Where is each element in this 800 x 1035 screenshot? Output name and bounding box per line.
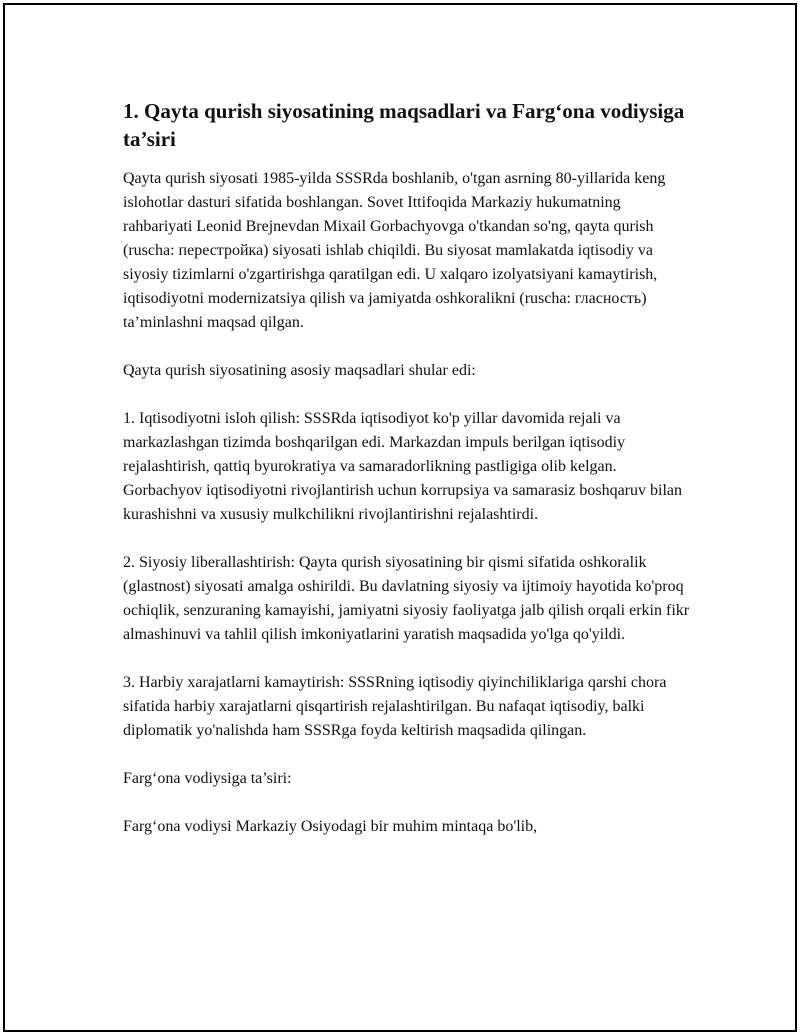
document-body (123, 97, 693, 863)
paragraph-intro: Qayta qurish siyosati 1985-yilda SSSRda boshlanib, o'tgan asrning 80-yillarida keng islohotlar dasturi sifatida boshlangan. Sovet Ittifoqida Markaziy hukumatning rahbariyati Leonid Brejnevdan Mixail Gorbachyovga o'tkandan so'ng, qayta qurish (ruscha: перестройка) siyosati ishlab chiqildi. Bu siyosat mamlakatda iqtisodiy va siyosiy tizimlarni o'zgartirishga qaratilgan edi. U xalqaro izolyatsiyani kamaytirish, iqtisodiyotni modernizatsiya qilish va jamiyatda oshkoralikni (ruscha: гласность) ta’minlashni maqsad qilgan. (123, 170, 666, 331)
paragraph-fergana-text: Farg‘ona vodiysi Markaziy Osiyodagi bir muhim mintaqa bo'lib, (123, 818, 538, 835)
paragraph-goal-military: 3. Harbiy xarajatlarni kamaytirish: SSSRning iqtisodiy qiyinchiliklariga qarshi chora sifatida harbiy xarajatlarni qisqartirish rejalashtirilgan. Bu nafaqat iqtisodiy, balki diplomatik yo'nalishda ham SSSRga foyda keltirish maqsadida qilingan. (123, 674, 667, 739)
paragraph-goal-politics: 2. Siyosiy liberallashtirish: Qayta qurish siyosatining bir qismi sifatida oshkoralik (glastnost) siyosati amalga oshirildi. Bu davlatning siyosiy va ijtimoiy hayotida ko'proq ochiqlik, senzuraning kamayishi, jamiyatni siyosiy faoliyatga jalb qilish orqali erkin fikr almashinuvi va tahlil qilish imkoniyatlarini yaratish maqsadida yo'lga qo'yildi. (123, 554, 690, 643)
section-title: 1. Qayta qurish siyosatining maqsadlari va Farg‘ona vodiysiga ta’siri (123, 99, 685, 151)
paragraph-fergana-heading: Farg‘ona vodiysiga ta’siri: (123, 770, 292, 787)
document-page (3, 3, 797, 1032)
paragraph-goals-lead: Qayta qurish siyosatining asosiy maqsadlari shular edi: (123, 362, 476, 379)
paragraph-goal-economy: 1. Iqtisodiyotni isloh qilish: SSSRda iqtisodiyot ko'p yillar davomida rejali va markazlashgan tizimda boshqarilgan edi. Markazdan impuls berilgan iqtisodiy rejalashtirish, qattiq byurokratiya va samaradorlikning pastligiga olib kelgan. Gorbachyov iqtisodiyotni rivojlantirish uchun korrupsiya va samarasiz boshqaruv bilan kurashishni va xususiy mulkchilikni rivojlantirishni rejalashtirdi. (123, 410, 682, 523)
